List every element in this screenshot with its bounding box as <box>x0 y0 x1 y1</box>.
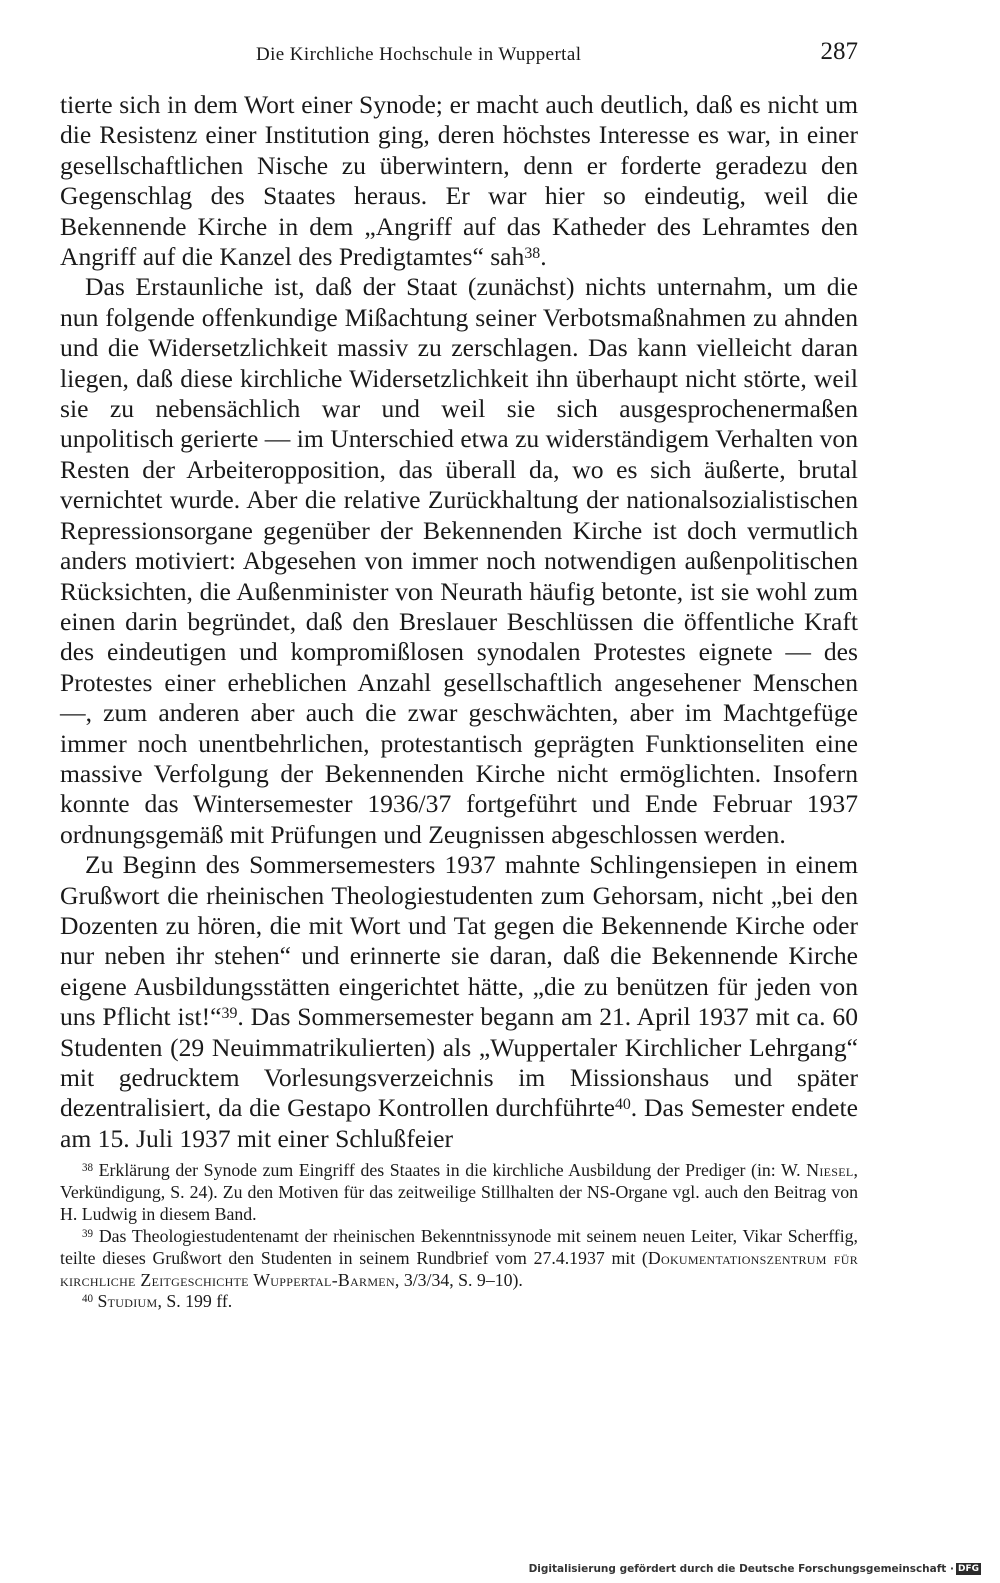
footnote-ref[interactable]: 40 <box>614 1096 631 1114</box>
footnotes <box>60 1160 858 1313</box>
paragraph <box>60 90 858 272</box>
archive-name: Dokumentationszentrum für kirchliche Zeitgeschichte Wuppertal-Barmen <box>60 1247 858 1290</box>
footnote-number: 38 <box>82 1162 94 1175</box>
footnote-number: 39 <box>82 1227 94 1240</box>
page-number: 287 <box>820 38 858 65</box>
footnote-text: , S. 199 ff. <box>157 1291 233 1312</box>
footnote <box>60 1291 858 1313</box>
footnote-number: 40 <box>82 1293 94 1306</box>
paragraph-text: tierte sich in dem Wort einer Synode; er macht auch deutlich, daß es nicht um die Resistenz einer Institution ging, deren höchstes Interesse es war, in einer gesellschaftlichen Nische zu überwintern, denn er forderte geradezu den Gegenschlag des Staates heraus. Er war hier so eindeutig, weil die Bekennende Kirche in dem „Angriff auf das Katheder des Lehramtes den Angriff auf die Kanzel des Predigtamtes“ sah <box>60 90 858 272</box>
footnote-text: , Verkündigung, S. 24). Zu den Motiven für das zeitweilige Stillhalten der NS-Organe vgl. auch den Beitrag von H. Ludwig in diesem Band. <box>60 1160 858 1224</box>
dfg-logo-icon: DFG <box>957 1564 979 1574</box>
running-title: Die Kirchliche Hochschule in Wuppertal <box>256 44 582 65</box>
footnote-ref[interactable]: 39 <box>221 1005 238 1023</box>
paragraph: Das Erstaunliche ist, daß der Staat (zunächst) nichts unternahm, um die nun folgende offenkundige Mißachtung seiner Verbotsmaßnahmen zu ahnden und die Widersetzlichkeit massiv zu zerschlagen. Das kann vielleicht daran liegen, daß diese kirchliche Widersetzlichkeit ihn überhaupt nicht störte, weil sie zu nebensächlich war und weil sie sich ausgesprochenermaßen unpolitisch gerierte — im Unterschied etwa zu widerständigem Verhalten von Resten der Arbeiteropposition, das überall da, wo es sich äußerte, brutal vernichtet wurde. Aber die relative Zurückhaltung der nationalsozialistischen Repressionsorgane gegenüber der Bekennenden Kirche ist doch vermutlich anders motiviert: Abgesehen von immer noch notwendigen außenpolitischen Rücksichten, die Außenminister von Neurath häufig betonte, ist sie wohl zum einen darin begründet, daß den Breslauer Beschlüssen die öffentliche Kraft des eindeutigen und kompromißlosen synodalen Protestes eignete — des Protestes einer erheblichen Anzahl gesellschaftlich angesehener Menschen —, zum anderen aber auch die zwar geschwächten, aber im Machtgefüge immer noch unentbehrlichen, protestantisch geprägten Funktionseliten eine massive Verfolgung der Bekennenden Kirche nicht ermöglichten. Insofern konnte das Wintersemester 1936/37 fortgeführt und Ende Februar 1937 ordnungsgemäß mit Prüfungen und Zeugnissen abgeschlossen werden. <box>60 272 858 849</box>
paragraph-text: . Das Semester endete am 15. Juli 1937 mit einer Schlußfeier <box>60 1093 859 1153</box>
footnote <box>60 1160 858 1226</box>
credit-text: Digitalisierung gefördert durch die Deutsche Forschungsgemeinschaft · <box>528 1563 954 1575</box>
main-text <box>60 90 858 1154</box>
page-header <box>60 38 858 74</box>
footnote-text: Erklärung der Synode zum Eingriff des Staates in die kirchliche Ausbildung der Prediger (in: W. <box>98 1160 807 1180</box>
source-name: Studium <box>97 1291 158 1312</box>
footnote-text: Das Theologiestudentenamt der rheinischen Bekenntnissynode mit seinem neuen Leiter, Vikar Scherffig, teilte dieses Grußwort den Studenten in seinem Rundbrief vom 27.4.1937 mit ( <box>60 1225 859 1268</box>
paragraph-text: . <box>540 242 547 272</box>
author-name: Niesel <box>806 1160 854 1180</box>
paragraph-text: . Das Sommersemester begann am 21. April 1937 mit ca. 60 Studenten (29 Neuimmatrikulierten) als „Wuppertaler Kirchlicher Lehrgang“ mit gedrucktem Vorlesungsverzeichnis im Missionshaus und später dezentralisiert, da die Gestapo Kontrollen durchführte <box>60 1002 858 1123</box>
footnote <box>60 1226 858 1292</box>
digitization-credit <box>529 1563 981 1575</box>
paragraph <box>60 850 858 1154</box>
footnote-text: , 3/3/34, S. 9–10). <box>394 1269 523 1290</box>
footnote-ref[interactable]: 38 <box>524 244 541 262</box>
paragraph-text: Zu Beginn des Sommersemesters 1937 mahnte Schlingensiepen in einem Grußwort die rheinischen Theologiestudenten zum Gehorsam, nicht „bei den Dozenten zu hören, die mit Wort und Tat gegen die Bekennende Kirche oder nur neben ihr stehen“ und erinnerte sie daran, daß die Bekennende Kirche eigene Ausbildungsstätten eingerichtet hätte, „die zu benützen für jeden von uns Pflicht ist!“ <box>60 850 858 1032</box>
